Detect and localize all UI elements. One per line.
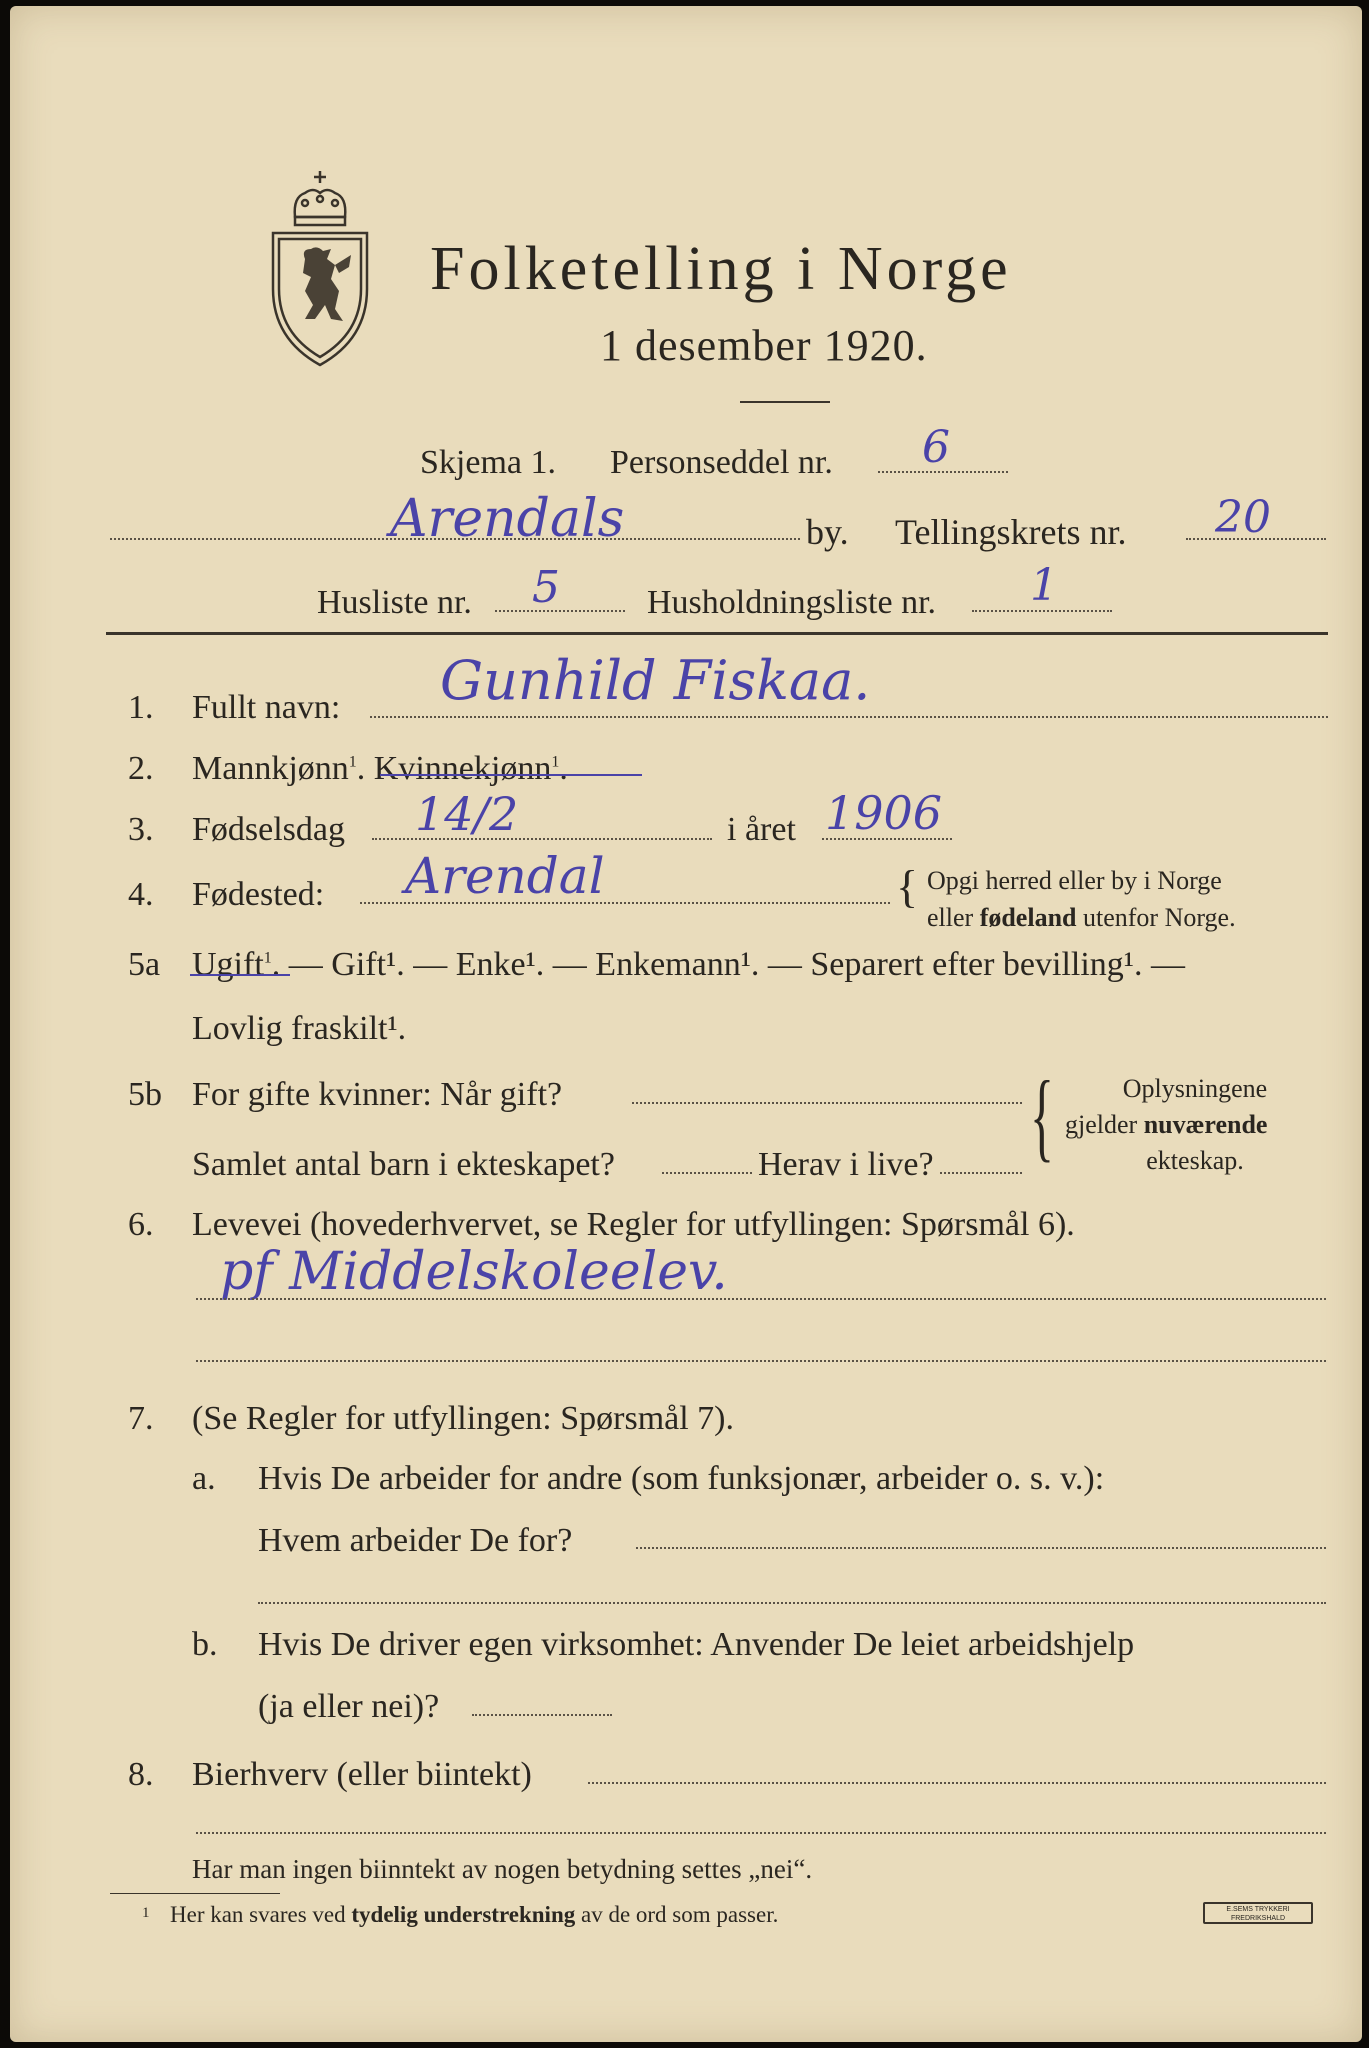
q5b-number: 5b bbox=[128, 1076, 162, 1113]
q2-male: Mannkjønn bbox=[192, 750, 349, 787]
q6-line1 bbox=[196, 1298, 1326, 1300]
q2-female-underline bbox=[380, 774, 642, 776]
husliste-line bbox=[495, 610, 625, 612]
q2-number: 2. bbox=[128, 750, 154, 787]
q3-number: 3. bbox=[128, 811, 154, 848]
tellingskrets-label: Tellingskrets nr. bbox=[895, 512, 1127, 552]
footer-note: Har man ingen biinntekt av nogen betydning settes „nei“. bbox=[192, 1854, 813, 1884]
q2-options: Mannkjønn$^1$. Kvinnekjønn$^1$. bbox=[192, 750, 568, 787]
q5a-ugift-underline bbox=[190, 974, 290, 976]
q7a-answer-line1 bbox=[636, 1547, 1326, 1549]
q8-line1 bbox=[588, 1782, 1326, 1784]
q6-line2 bbox=[196, 1360, 1326, 1362]
norwegian-coat-of-arms-icon bbox=[265, 169, 375, 369]
personseddel-label: Personseddel nr. bbox=[610, 444, 833, 481]
q5a-line2: Lovlig fraskilt¹. bbox=[192, 1010, 407, 1047]
footnote-text: Her kan svares ved tydelig understrekning av de ord som passer. bbox=[170, 1902, 779, 1927]
q4-number: 4. bbox=[128, 876, 154, 913]
q3-year-label: i året bbox=[727, 811, 796, 848]
printer-stamp: E.SEMS TRYKKERI FREDRIKSHALD bbox=[1203, 1902, 1313, 1924]
q7a-line2: Hvem arbeider De for? bbox=[258, 1522, 573, 1559]
q8-label: Bierhverv (eller biintekt) bbox=[192, 1756, 532, 1793]
q5b-married-line bbox=[632, 1102, 1022, 1104]
q7-label: (Se Regler for utfyllingen: Spørsmål 7). bbox=[192, 1400, 735, 1437]
q5b-label2: Samlet antal barn i ekteskapet? bbox=[192, 1146, 615, 1183]
footnote-rule bbox=[110, 1893, 280, 1894]
q5a-options: Ugift$^1$. — Gift¹. — Enke¹. — Enkemann¹. — Separert efter bevilling¹. — bbox=[192, 946, 1185, 983]
q3-year-value: 1906 bbox=[825, 786, 943, 840]
q5a-ugift: Ugift bbox=[192, 946, 264, 983]
census-form bbox=[10, 6, 1362, 2042]
q4-value: Arendal bbox=[405, 847, 605, 905]
q4-note-line1: Opgi herred eller by i Norge bbox=[927, 866, 1222, 895]
q5a-number: 5a bbox=[128, 946, 161, 983]
q3-label: Fødselsdag bbox=[192, 811, 345, 848]
q1-value: Gunhild Fiskaa. bbox=[440, 649, 871, 712]
form-title: Folketelling i Norge bbox=[430, 235, 1012, 303]
q7-number: 7. bbox=[128, 1400, 154, 1437]
q2-female: Kvinnekjønn bbox=[373, 750, 552, 787]
q5b-brace: { bbox=[1030, 1060, 1054, 1171]
q4-note-line2: eller fødeland utenfor Norge. bbox=[927, 903, 1236, 932]
q5b-label1: For gifte kvinner: Når gift? bbox=[192, 1076, 563, 1113]
skjema-label: Skjema 1. bbox=[420, 444, 556, 481]
q1-line bbox=[370, 716, 1328, 718]
q5b-note-line3: ekteskap. bbox=[1146, 1146, 1244, 1175]
q7b-line2: (ja eller nei)? bbox=[258, 1688, 440, 1725]
q7a-line1: Hvis De arbeider for andre (som funksjonær, arbeider o. s. v.): bbox=[258, 1460, 1105, 1497]
q5b-note-line2: gjelder nuværende bbox=[1065, 1110, 1268, 1139]
q6-number: 6. bbox=[128, 1206, 154, 1243]
q7b-answer-line bbox=[472, 1714, 612, 1716]
husholdningsliste-label: Husholdningsliste nr. bbox=[647, 584, 937, 621]
husliste-label: Husliste nr. bbox=[317, 584, 472, 621]
census-date: 1 desember 1920. bbox=[600, 321, 928, 370]
q1-label: Fullt navn: bbox=[192, 689, 341, 726]
tellingskrets-value: 20 bbox=[1215, 492, 1271, 543]
husholdningsliste-value: 1 bbox=[1030, 560, 1058, 611]
q5b-note-line1: Oplysningene bbox=[1122, 1074, 1268, 1103]
q5b-children-line bbox=[662, 1172, 752, 1174]
q4-label: Fødested: bbox=[192, 876, 325, 913]
q7b-line1: Hvis De driver egen virksomhet: Anvender De leiet arbeidshjelp bbox=[258, 1626, 1135, 1663]
q3-value: 14/2 bbox=[415, 787, 519, 841]
header-rule bbox=[106, 632, 1328, 635]
footnote-marker: 1 bbox=[142, 1905, 150, 1921]
q5b-alive-line bbox=[940, 1172, 1022, 1174]
q1-number: 1. bbox=[128, 689, 154, 726]
q6-label: Levevei (hovederhvervet, se Regler for utfyllingen: Spørsmål 6). bbox=[192, 1206, 1075, 1243]
q7b-letter: b. bbox=[192, 1626, 218, 1663]
by-label: by. bbox=[806, 512, 849, 552]
q5b-label3: Herav i live? bbox=[758, 1146, 934, 1183]
personseddel-value: 6 bbox=[922, 422, 950, 473]
husliste-value: 5 bbox=[532, 562, 560, 613]
q6-value: pf Middelskoleelev. bbox=[220, 1242, 728, 1302]
q8-line2 bbox=[196, 1832, 1326, 1834]
q8-number: 8. bbox=[128, 1756, 154, 1793]
q4-brace: { bbox=[896, 861, 919, 912]
city-value: Arendals bbox=[390, 489, 625, 549]
q7a-answer-line2 bbox=[258, 1602, 1326, 1604]
q7a-letter: a. bbox=[192, 1460, 216, 1497]
title-divider bbox=[740, 401, 830, 403]
